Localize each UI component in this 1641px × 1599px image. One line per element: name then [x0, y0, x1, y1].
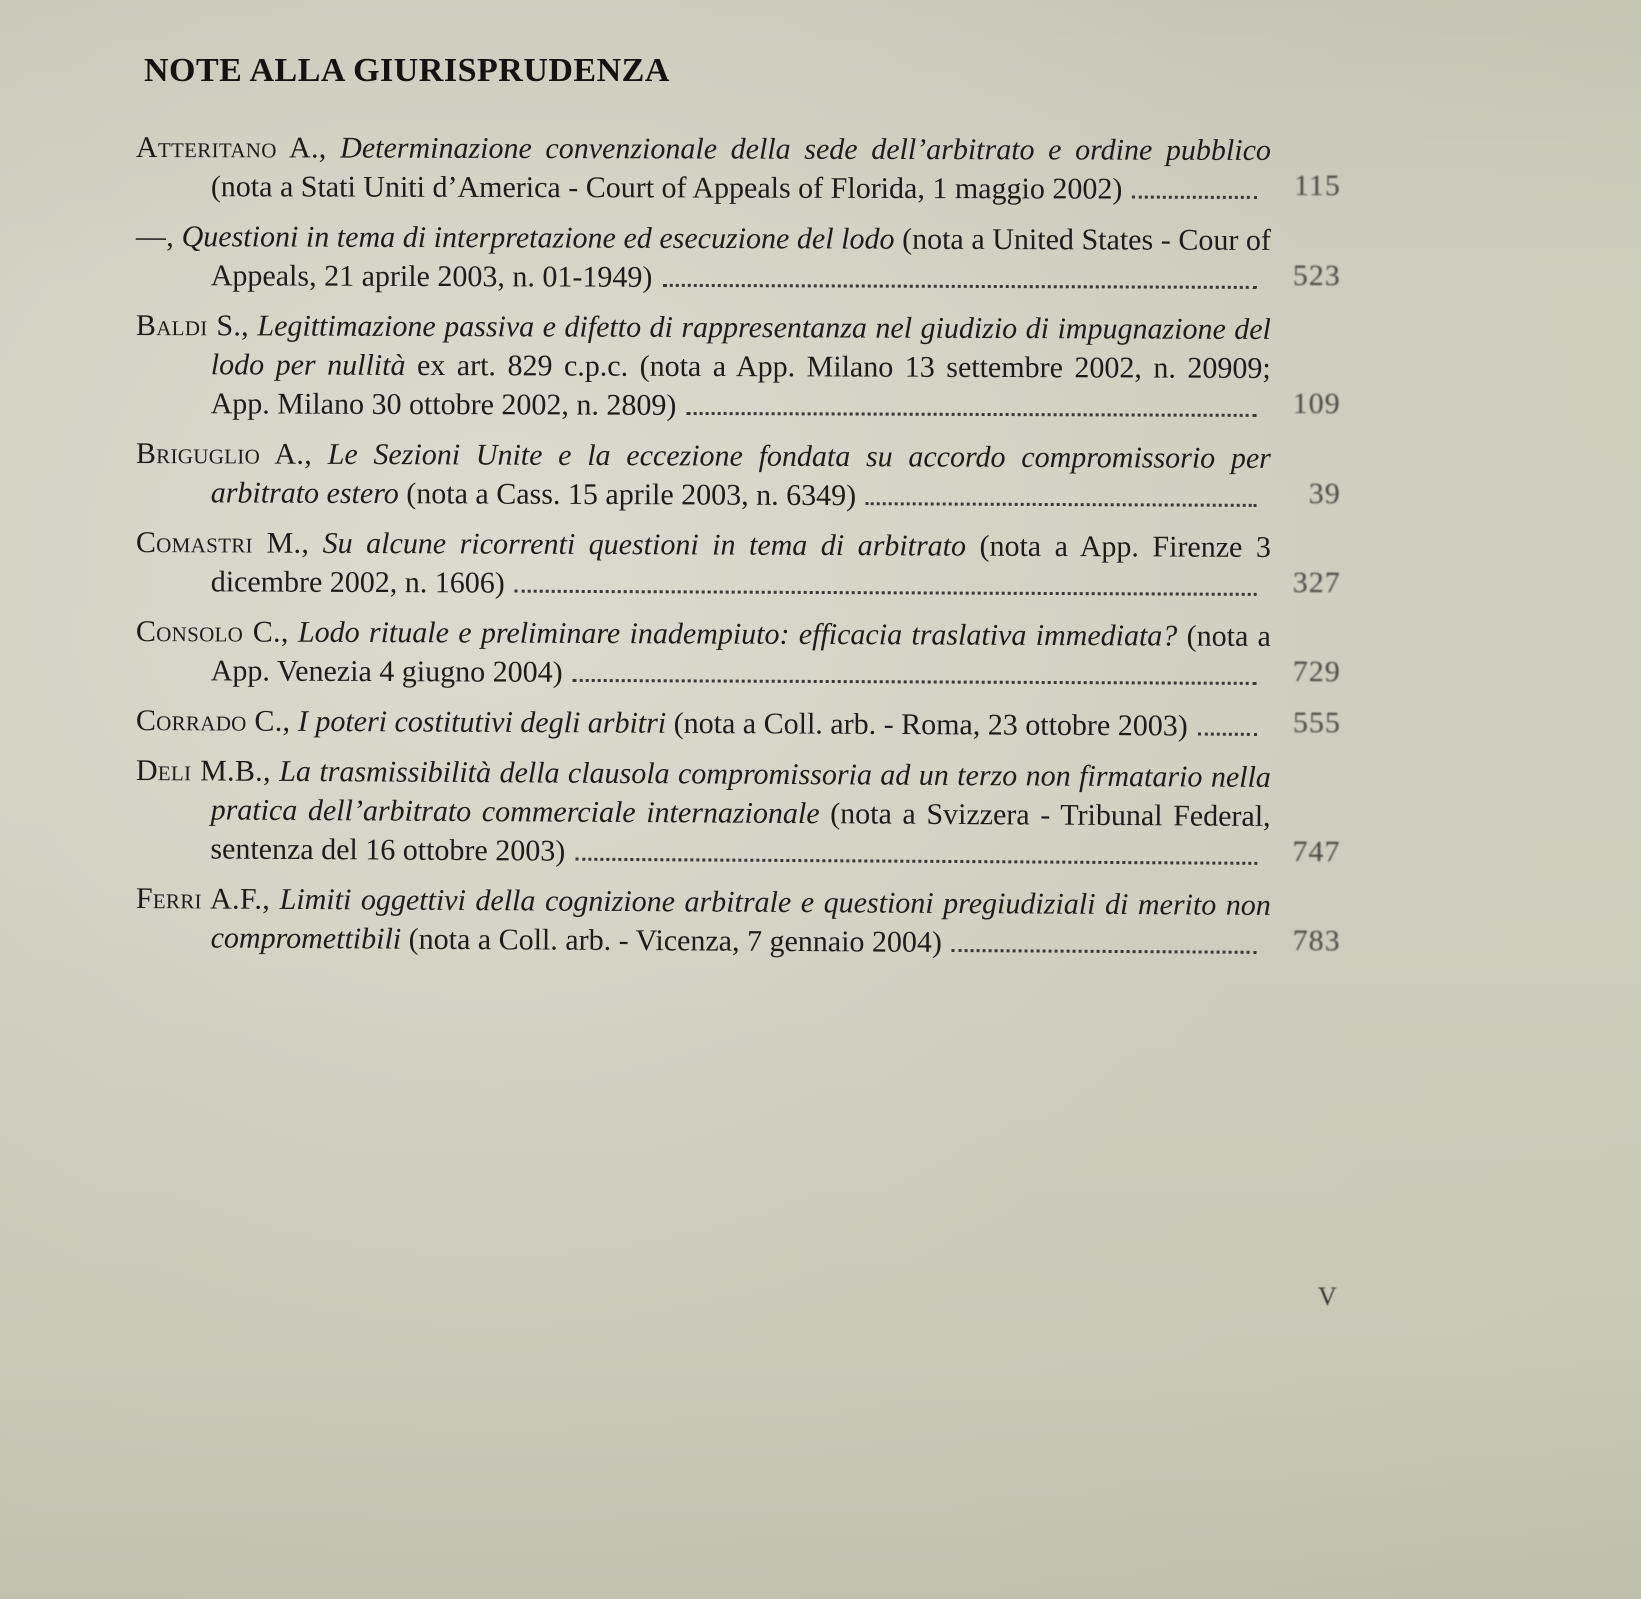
index-entry [136, 434, 1341, 517]
entry-note: (nota a Stati Uniti d’America - Court of Appeals of Florida, 1 maggio 2002) [210, 170, 1123, 206]
dot-leader [1198, 732, 1257, 736]
entry-text [136, 523, 1271, 606]
entry-note: (nota a App. Firenze 3 dicembre 2002, n. 1606) [210, 529, 1271, 600]
page-folio: V [1318, 1282, 1337, 1311]
index-entry [136, 879, 1341, 964]
entry-text [136, 701, 1271, 746]
section-title: NOTE ALLA GIURISPRUDENZA [144, 52, 670, 89]
entry-author: Deli M.B., [135, 753, 271, 788]
entry-title: Le Sezioni Unite e la eccezione fondata su accordo compromissorio per arbitrato estero [210, 437, 1271, 511]
entry-title: Lodo rituale e preliminare inadempiuto: efficacia traslativa immediata? [297, 615, 1178, 653]
entries-list [136, 128, 1341, 968]
index-entry [136, 306, 1341, 427]
entry-note: (nota a Svizzera - Tribunal Federal, sentenza del 16 ottobre 2003) [210, 797, 1271, 868]
entry-note: (nota a Coll. arb. - Vicenza, 7 gennaio 2004) [408, 922, 943, 959]
dot-leader [575, 857, 1257, 865]
entry-page-number: 555 [1292, 706, 1341, 740]
entry-page-number: 729 [1292, 655, 1341, 689]
entry-title: I poteri costitutivi degli arbitri [297, 704, 667, 740]
entry-text [135, 751, 1271, 875]
entry-note: (nota a United States - Cour of Appeals, 21 aprile 2003, n. 01-1949) [210, 222, 1272, 294]
entry-text [136, 306, 1271, 427]
entry-page-number: 523 [1292, 259, 1341, 293]
entry-author: Baldi S., [135, 309, 250, 343]
index-entry [135, 751, 1341, 875]
index-entry [136, 612, 1341, 695]
index-entry [136, 217, 1341, 299]
entry-text [136, 128, 1271, 209]
entry-note: (nota a Cass. 15 aprile 2003, n. 6349) [406, 477, 857, 513]
entry-author: —, [135, 219, 175, 254]
entry-text [136, 434, 1271, 517]
entry-author: Ferri A.F., [135, 881, 271, 916]
entry-title: Limiti oggettivi della cognizione arbitrale e questioni pregiudiziali di merito non compromettibili [210, 882, 1271, 956]
entry-author: Comastri M., [135, 526, 310, 560]
entry-text [136, 612, 1271, 695]
entry-text [136, 879, 1271, 964]
dot-leader [515, 589, 1257, 596]
entry-page-number: 109 [1292, 387, 1341, 421]
entry-page-number: 783 [1292, 924, 1341, 958]
entry-author: Corrado C., [135, 703, 291, 738]
entry-page-number: 115 [1293, 169, 1341, 203]
entry-page-number: 327 [1292, 566, 1341, 600]
dot-leader [952, 948, 1257, 954]
entry-title: Questioni in tema di interpretazione ed esecuzione del lodo [181, 220, 895, 256]
dot-leader [573, 678, 1257, 685]
entry-title: Legittimazione passiva e difetto di rappresentanza nel giudizio di impugnazione del lodo per nullità [210, 309, 1271, 382]
entry-note: (nota a Coll. arb. - Roma, 23 ottobre 2003) [673, 706, 1188, 743]
dot-leader [686, 411, 1257, 417]
entry-page-number: 747 [1292, 835, 1341, 869]
index-entry [136, 701, 1341, 746]
entry-page-number: 39 [1308, 477, 1341, 511]
entry-title: Determinazione convenzionale della sede dell’arbitrato e ordine pubblico [340, 131, 1271, 167]
entry-author: Atteritano A., [135, 130, 327, 165]
entry-title: La trasmissibilità della clausola compromissoria ad un terzo non firmatario nella pratica dell’arbitrato commerciale internazionale [210, 754, 1271, 831]
dot-leader [866, 501, 1257, 507]
index-entry [136, 128, 1341, 209]
entry-title: Su alcune ricorrenti questioni in tema di arbitrato [322, 526, 967, 563]
entry-text [136, 217, 1271, 299]
dot-leader [662, 283, 1257, 289]
entry-note: (nota a App. Venezia 4 giugno 2004) [210, 619, 1271, 689]
index-entry [136, 523, 1341, 606]
dot-leader [1132, 195, 1257, 199]
entry-author: Briguglio A., [135, 436, 313, 471]
entry-note: ex art. 829 c.p.c. (nota a App. Milano 13 settembre 2002, n. 20909; App. Milano 30 ottobre 2002, n. 2809) [210, 348, 1271, 422]
entry-author: Consolo C., [135, 615, 289, 649]
